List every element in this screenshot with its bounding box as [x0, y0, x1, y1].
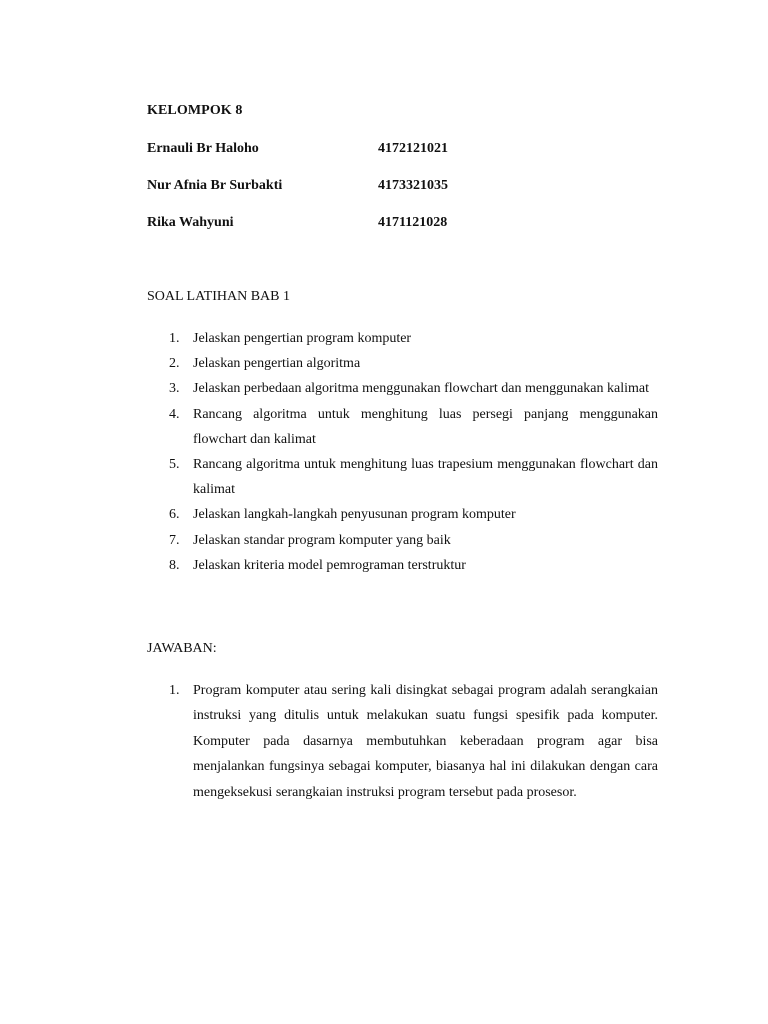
- question-number: 2.: [169, 356, 180, 372]
- question-item: [147, 326, 658, 351]
- question-text: Jelaskan pengertian algoritma: [193, 356, 361, 372]
- member-nim: 4171121028: [378, 215, 448, 230]
- questions-list: [147, 326, 658, 578]
- member-name: Rika Wahyuni: [147, 215, 234, 230]
- member-nim: 4173321035: [378, 178, 448, 193]
- member-name: Ernauli Br Haloho: [147, 141, 259, 156]
- question-item: [147, 553, 658, 578]
- member-name: Nur Afnia Br Surbakti: [147, 178, 283, 193]
- group-title: KELOMPOK 8: [147, 103, 243, 118]
- question-item: [147, 402, 658, 452]
- question-number: 3.: [169, 381, 180, 397]
- member-nim: 4172121021: [378, 141, 448, 156]
- question-text: Jelaskan kriteria model pemrograman terstruktur: [193, 557, 466, 573]
- question-text: Jelaskan perbedaan algoritma menggunakan flowchart dan menggunakan kalimat: [193, 381, 649, 397]
- answers-list: [147, 678, 658, 805]
- question-text: Rancang algoritma untuk menghitung luas trapesium menggunakan flowchart dan kalimat: [193, 457, 658, 498]
- question-item: [147, 502, 658, 527]
- answer-item: [147, 678, 658, 805]
- question-number: 8.: [169, 557, 180, 573]
- question-item: [147, 376, 658, 401]
- questions-title: SOAL LATIHAN BAB 1: [147, 289, 290, 304]
- question-text: Jelaskan langkah-langkah penyusunan program komputer: [193, 507, 516, 523]
- question-number: 5.: [169, 457, 180, 473]
- question-item: [147, 351, 658, 376]
- question-item: [147, 528, 658, 553]
- question-text: Jelaskan standar program komputer yang baik: [193, 532, 451, 548]
- question-text: Jelaskan pengertian program komputer: [193, 331, 412, 346]
- answer-number: 1.: [169, 683, 180, 698]
- answer-text: Program komputer atau sering kali disingkat sebagai program adalah serangkaian instruksi yang ditulis untuk melakukan suatu fungsi spesifik pada komputer. Komputer pada dasarnya membutuhkan keberadaan program agar bisa menjalankan fungsinya sebagai komputer, biasanya hal ini dilakukan dengan cara mengeksekusi serangkaian instruksi program tersebut pada prosesor.: [193, 683, 658, 800]
- question-text: Rancang algoritma untuk menghitung luas persegi panjang menggunakan flowchart dan kalimat: [193, 406, 658, 447]
- question-number: 6.: [169, 507, 180, 523]
- question-number: 1.: [169, 331, 180, 346]
- question-number: 4.: [169, 406, 180, 422]
- question-number: 7.: [169, 532, 180, 548]
- question-item: [147, 452, 658, 502]
- answers-title: JAWABAN:: [147, 641, 217, 656]
